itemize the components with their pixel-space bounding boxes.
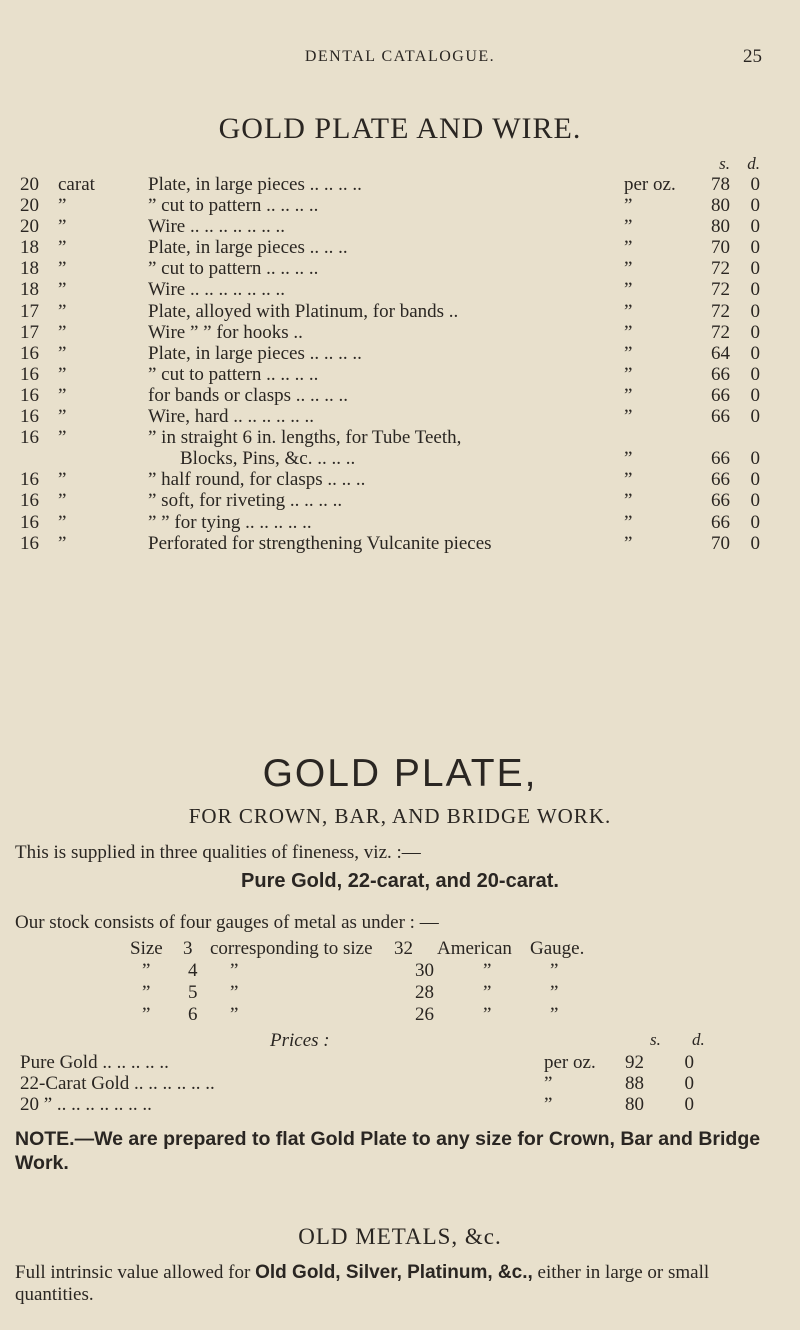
carat-unit: ”	[58, 363, 67, 385]
price-shillings: 72	[711, 279, 730, 301]
price-shillings: 78	[711, 174, 730, 195]
american-size-number: 26	[415, 1004, 434, 1025]
gauge-size-number: 6	[188, 1004, 198, 1025]
price-pence: 0	[750, 258, 760, 280]
unit: per oz.	[624, 174, 676, 195]
price-pence: 0	[750, 195, 760, 217]
table-row	[20, 279, 780, 300]
price-row	[20, 1073, 780, 1094]
price-shillings: 92	[625, 1052, 644, 1073]
pence-header: d.	[692, 1030, 705, 1049]
carat-number: 16	[20, 490, 39, 512]
price-pence: 0	[750, 216, 760, 238]
price-table-gold-plate-wire	[20, 150, 780, 554]
carat-unit: ”	[58, 279, 67, 301]
gauge-corresponding: ”	[230, 960, 239, 981]
carat-number: 16	[20, 511, 39, 533]
note-flat-gold-plate: NOTE.—We are prepared to flat Gold Plate to any size for Crown, Bar and Bridge Work.	[15, 1128, 761, 1174]
gauge-size-word: ”	[142, 982, 151, 1003]
item-description: ” cut to pattern .. .. .. ..	[148, 195, 319, 217]
gauge-row	[130, 938, 730, 960]
unit: ”	[624, 321, 633, 343]
item-description: ” soft, for riveting .. .. .. ..	[148, 490, 343, 512]
gauge-word: ”	[550, 1004, 559, 1025]
stock-intro: Our stock consists of four gauges of metal as under : —	[15, 912, 439, 933]
gauge-american: ”	[483, 982, 492, 1003]
prices-label: Prices :	[270, 1030, 330, 1051]
table-row	[20, 427, 780, 469]
price-pence: 0	[750, 490, 760, 512]
carat-unit: ”	[58, 321, 67, 343]
unit: ”	[624, 300, 633, 322]
unit: ”	[624, 469, 633, 491]
carat-number: 16	[20, 406, 39, 428]
qualities-intro: This is supplied in three qualities of fineness, viz. :—	[15, 842, 421, 863]
price-shillings: 66	[711, 511, 730, 533]
unit: ”	[624, 279, 633, 301]
unit: ”	[624, 342, 633, 364]
item-description: ” cut to pattern .. .. .. ..	[148, 363, 319, 385]
carat-number: 20	[20, 216, 39, 238]
carat-number: 16	[20, 342, 39, 364]
price-pence: 0	[750, 279, 760, 301]
gauge-list	[130, 938, 730, 1026]
unit: ”	[624, 237, 633, 259]
gauge-corresponding: ”	[230, 982, 239, 1003]
section-title-old-metals: OLD METALS, &c.	[298, 1224, 502, 1249]
table-row	[20, 237, 780, 258]
old-metals-text-b: Old Gold, Silver, Platinum, &c.,	[255, 1262, 533, 1283]
gauge-american: ”	[483, 960, 492, 981]
carat-number: 18	[20, 258, 39, 280]
price-pence: 0	[750, 321, 760, 343]
page-number: 25	[743, 46, 762, 67]
item-description: Perforated for strengthening Vulcanite pieces	[148, 532, 492, 554]
carat-unit: ”	[58, 490, 67, 512]
section-title-gold-plate-and-wire: GOLD PLATE AND WIRE.	[218, 112, 582, 145]
gauge-american: ”	[483, 1004, 492, 1025]
unit: ”	[624, 532, 633, 554]
carat-number: 16	[20, 469, 39, 491]
shillings-header: s.	[719, 154, 730, 173]
unit: ”	[624, 511, 633, 533]
item-description: Wire ” ” for hooks ..	[148, 321, 303, 343]
price-item: 20 ” .. .. .. .. .. .. ..	[20, 1094, 152, 1115]
american-size-number: 32	[394, 938, 413, 959]
price-shillings: 64	[711, 342, 730, 364]
item-description-continued: Blocks, Pins, &c. .. .. ..	[180, 448, 356, 470]
price-pence: 0	[750, 300, 760, 322]
price-shillings: 88	[625, 1073, 644, 1094]
american-size-number: 28	[415, 982, 434, 1003]
carat-unit: ”	[58, 216, 67, 238]
carat-number: 16	[20, 427, 39, 449]
item-description: Plate, alloyed with Platinum, for bands ..	[148, 300, 459, 322]
table-row	[20, 322, 780, 343]
carat-unit: ”	[58, 406, 67, 428]
gauge-word: ”	[550, 960, 559, 981]
price-pence: 0	[750, 532, 760, 554]
gauge-american: American	[437, 938, 512, 959]
price-pence: 0	[750, 511, 760, 533]
carat-number: 16	[20, 384, 39, 406]
unit: ”	[544, 1094, 553, 1115]
table-row	[20, 533, 780, 554]
gauge-size-word: ”	[142, 1004, 151, 1025]
item-description: Wire .. .. .. .. .. .. ..	[148, 216, 285, 238]
unit: ”	[624, 384, 633, 406]
carat-unit: ”	[58, 258, 67, 280]
gauge-corresponding: corresponding to size	[210, 938, 373, 959]
table-row	[20, 216, 780, 237]
unit: ”	[544, 1073, 553, 1094]
price-shillings: 72	[711, 321, 730, 343]
item-description: ” in straight 6 in. lengths, for Tube Teeth,	[148, 427, 462, 449]
table-row	[20, 195, 780, 216]
price-shillings: 72	[711, 258, 730, 280]
item-description: Wire .. .. .. .. .. .. ..	[148, 279, 285, 301]
price-pence: 0	[750, 469, 760, 491]
price-shillings: 66	[711, 469, 730, 491]
price-item: 22-Carat Gold .. .. .. .. .. ..	[20, 1073, 215, 1094]
carat-number: 16	[20, 363, 39, 385]
item-description: ” half round, for clasps .. .. ..	[148, 469, 366, 491]
price-shillings: 80	[711, 216, 730, 238]
table-row	[20, 174, 780, 195]
price-shillings: 80	[625, 1094, 644, 1115]
carat-unit: ”	[58, 384, 67, 406]
old-metals-text-a: Full intrinsic value allowed for	[15, 1262, 256, 1283]
price-pence: 0	[750, 363, 760, 385]
unit: ”	[624, 195, 633, 217]
gauge-size-number: 5	[188, 982, 198, 1003]
price-pence: 0	[750, 406, 760, 428]
price-pence: 0	[750, 448, 760, 470]
carat-number: 20	[20, 195, 39, 217]
item-description: ” cut to pattern .. .. .. ..	[148, 258, 319, 280]
gauge-row	[130, 982, 730, 1004]
price-shillings: 66	[711, 384, 730, 406]
carat-number: 20	[20, 174, 39, 195]
table-row	[20, 301, 780, 322]
item-description: Plate, in large pieces .. .. ..	[148, 237, 348, 259]
carat-unit: ”	[58, 300, 67, 322]
table-row	[20, 364, 780, 385]
carat-number: 16	[20, 532, 39, 554]
shillings-header: s.	[650, 1030, 661, 1049]
table-row	[20, 406, 780, 427]
carat-unit: ”	[58, 427, 67, 449]
price-list-gold-plate	[20, 1030, 780, 1115]
carat-unit: ”	[58, 342, 67, 364]
price-item: Pure Gold .. .. .. .. ..	[20, 1052, 169, 1073]
american-size-number: 30	[415, 960, 434, 981]
unit: ”	[624, 406, 633, 428]
unit: ”	[624, 258, 633, 280]
price-shillings: 66	[711, 448, 730, 470]
section-title-gold-plate: GOLD PLATE,	[262, 752, 538, 795]
carat-number: 17	[20, 321, 39, 343]
item-description: for bands or clasps .. .. .. ..	[148, 384, 348, 406]
old-metals-text-c: either in large or small quantities.	[15, 1262, 710, 1305]
carat-number: 18	[20, 279, 39, 301]
unit: ”	[624, 490, 633, 512]
pence-header: d.	[747, 154, 760, 173]
price-shillings: 70	[711, 237, 730, 259]
price-shillings: 66	[711, 490, 730, 512]
item-description: Plate, in large pieces .. .. .. ..	[148, 342, 362, 364]
carat-unit: ”	[58, 532, 67, 554]
unit: ”	[624, 448, 633, 470]
table-row	[20, 343, 780, 364]
table-row	[20, 512, 780, 533]
gauge-corresponding: ”	[230, 1004, 239, 1025]
unit: per oz.	[544, 1052, 596, 1073]
price-pence: 0	[750, 342, 760, 364]
price-list-header	[20, 1030, 780, 1052]
gauge-size-word: Size	[130, 938, 163, 959]
price-shillings: 80	[711, 195, 730, 217]
section-subtitle: FOR CROWN, BAR, AND BRIDGE WORK.	[188, 804, 612, 828]
price-pence: 0	[684, 1073, 694, 1094]
carat-unit: carat	[58, 174, 95, 195]
carat-unit: ”	[58, 511, 67, 533]
table-row	[20, 469, 780, 490]
price-shillings: 66	[711, 406, 730, 428]
price-pence: 0	[750, 174, 760, 195]
price-table-header	[20, 150, 780, 174]
table-row	[20, 490, 780, 511]
gauge-row	[130, 960, 730, 982]
item-description: ” ” for tying .. .. .. .. ..	[148, 511, 312, 533]
unit: ”	[624, 216, 633, 238]
qualities-list: Pure Gold, 22-carat, and 20-carat.	[241, 870, 559, 892]
price-row	[20, 1094, 780, 1115]
table-row	[20, 258, 780, 279]
price-pence: 0	[750, 384, 760, 406]
price-row	[20, 1052, 780, 1073]
running-head: DENTAL CATALOGUE.	[304, 48, 496, 65]
gauge-size-number: 4	[188, 960, 198, 981]
carat-number: 17	[20, 300, 39, 322]
table-row	[20, 385, 780, 406]
gauge-word: ”	[550, 982, 559, 1003]
gauge-size-number: 3	[183, 938, 193, 959]
price-shillings: 66	[711, 363, 730, 385]
item-description: Plate, in large pieces .. .. .. ..	[148, 174, 362, 195]
carat-unit: ”	[58, 237, 67, 259]
gauge-word: Gauge.	[530, 938, 585, 959]
price-pence: 0	[684, 1052, 694, 1073]
carat-unit: ”	[58, 469, 67, 491]
price-shillings: 70	[711, 532, 730, 554]
gauge-row	[130, 1004, 730, 1026]
carat-unit: ”	[58, 195, 67, 217]
unit: ”	[624, 363, 633, 385]
item-description: Wire, hard .. .. .. .. .. ..	[148, 406, 314, 428]
price-pence: 0	[684, 1094, 694, 1115]
gauge-size-word: ”	[142, 960, 151, 981]
old-metals-paragraph	[15, 1262, 785, 1306]
price-pence: 0	[750, 237, 760, 259]
price-shillings: 72	[711, 300, 730, 322]
carat-number: 18	[20, 237, 39, 259]
